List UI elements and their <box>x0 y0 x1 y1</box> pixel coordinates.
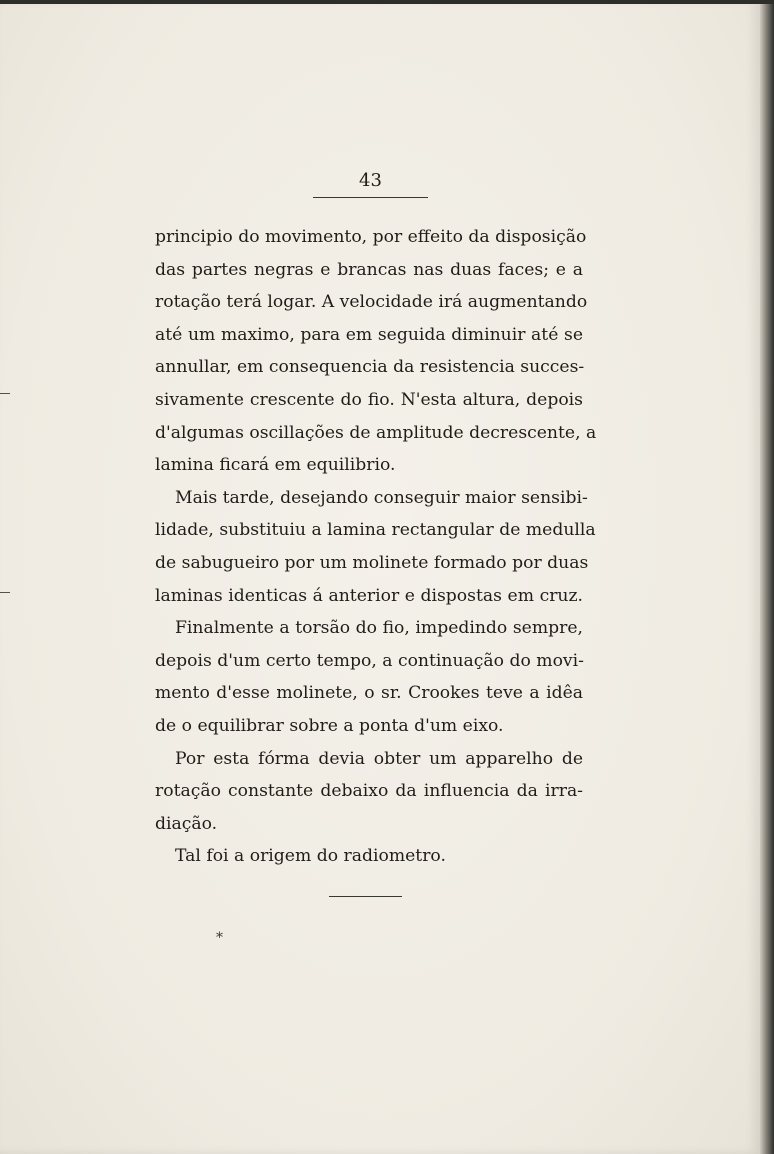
paragraph-3 <box>155 612 583 742</box>
paragraph-2 <box>155 482 596 612</box>
text-line: até um maximo, para em seguida diminuir até se <box>155 324 583 345</box>
text-line: d'algumas oscillações de amplitude decrescente, a <box>155 422 597 443</box>
text-line: de o equilibrar sobre a ponta d'um eixo. <box>155 715 504 736</box>
text-line: rotação terá logar. A velocidade irá augmentando <box>155 292 588 313</box>
paragraph-4 <box>155 743 583 841</box>
body-text <box>155 221 597 873</box>
text-line: de sabugueiro por um molinete formado por duas <box>155 552 589 573</box>
page-edge-shadow <box>760 0 774 1154</box>
footer-rule <box>329 896 402 897</box>
paragraph-5 <box>155 840 583 873</box>
signature-mark: * <box>216 930 223 946</box>
text-line: diação. <box>155 813 218 834</box>
text-line: depois d'um certo tempo, a continuação do movi- <box>155 650 584 671</box>
text-line: Mais tarde, desejando conseguir maior sensibi- <box>175 487 588 508</box>
page-number: 43 <box>359 170 382 191</box>
header-rule <box>313 197 428 198</box>
text-line: rotação constante debaixo da influencia da irra- <box>155 781 583 802</box>
text-line: principio do movimento, por effeito da disposição <box>155 227 587 247</box>
margin-tick <box>0 393 10 394</box>
text-line: sivamente crescente do fio. N'esta altura, depois <box>155 389 583 410</box>
text-line: annullar, em consequencia da resistencia succes- <box>155 357 585 378</box>
text-line: lidade, substituiu a lamina rectangular de medulla <box>155 520 596 541</box>
text-line: laminas identicas á anterior e dispostas em cruz. <box>155 585 583 606</box>
text-line: mento d'esse molinete, o sr. Crookes teve a idêa <box>155 683 583 704</box>
text-line: lamina ficará em equilibrio. <box>155 455 396 476</box>
text-line: Tal foi a origem do radiometro. <box>175 846 446 867</box>
text-line: das partes negras e brancas nas duas faces; e a <box>155 259 583 280</box>
text-line: Finalmente a torsão do fio, impedindo sempre, <box>175 618 583 639</box>
page-top-edge <box>0 0 774 4</box>
margin-tick <box>0 592 10 593</box>
text-line: Por esta fórma devia obter um apparelho de <box>175 748 583 769</box>
paragraph-1 <box>155 221 597 482</box>
